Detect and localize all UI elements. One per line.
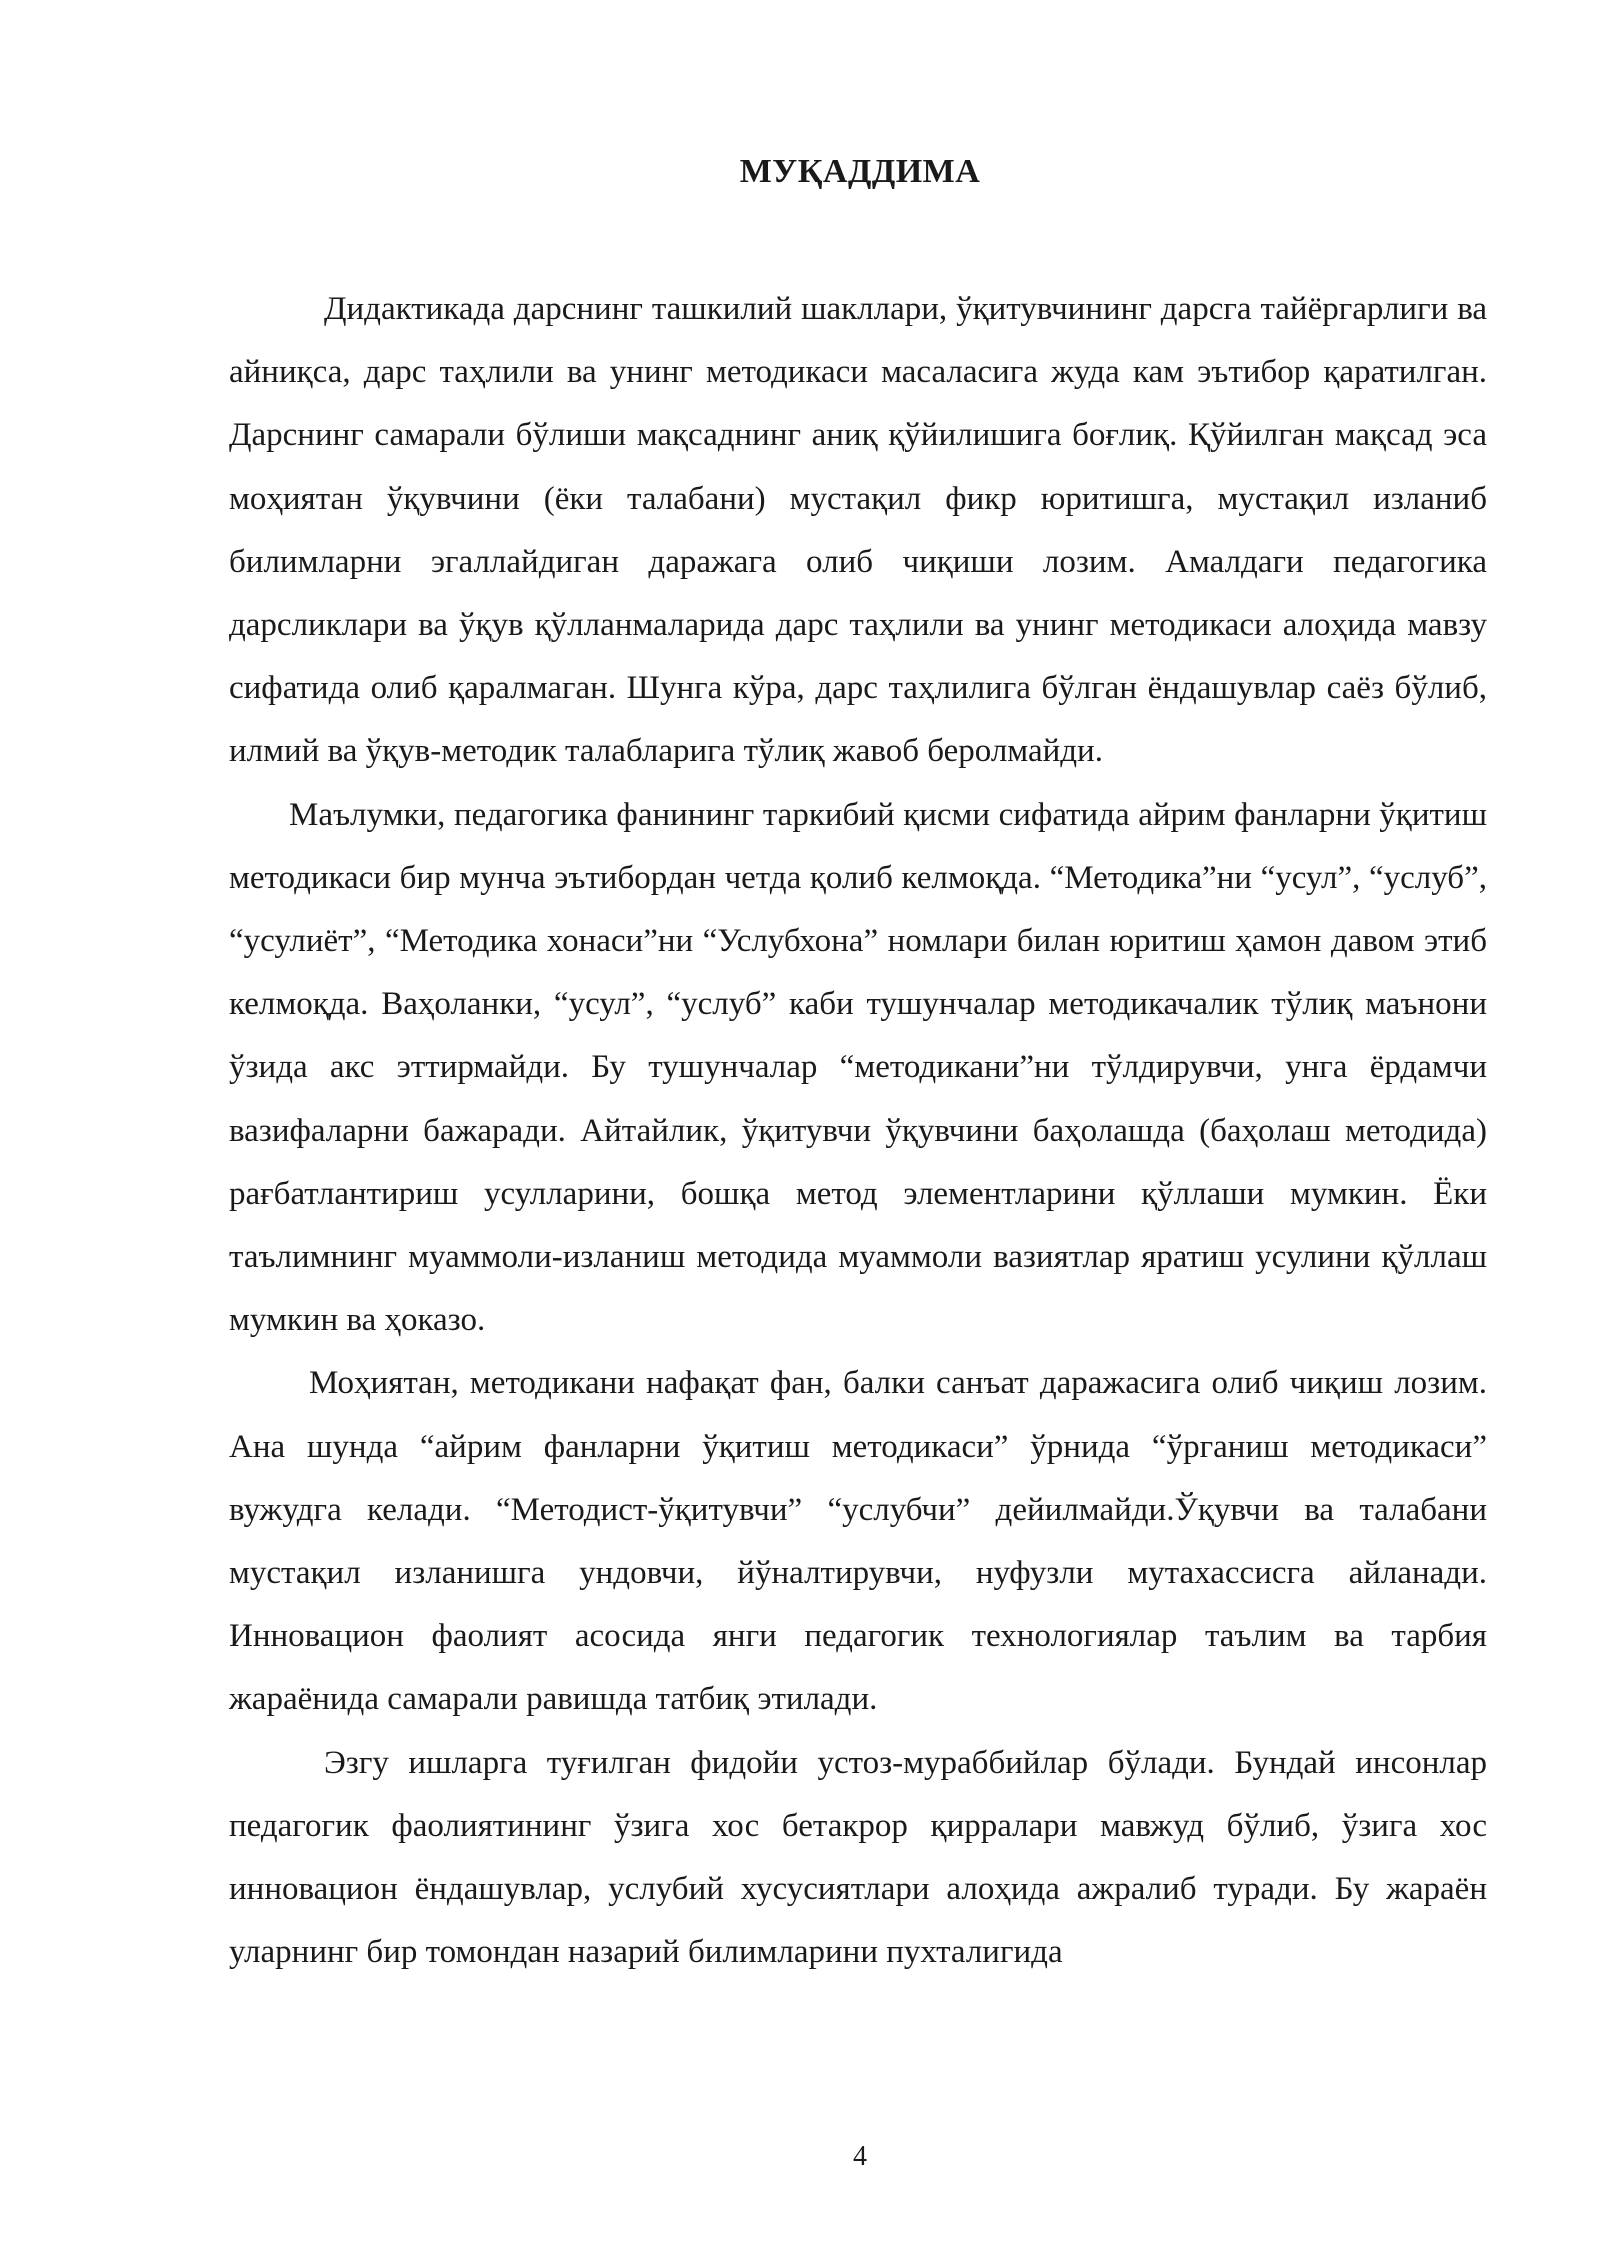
paragraph-1: Дидактикада дарснинг ташкилий шакллари, ўқитувчининг дарсга тайёргарлиги ва айниқса, дарс таҳлили ва унинг методикаси масаласига жуда кам эътибор қаратилган. Дарснинг самарали бўлиши мақсаднинг аниқ қўйилишига боғлиқ. Қўйилган мақсад эса моҳиятан ўқувчини (ёки талабани) мустақил фикр юритишга, мустақил изланиб билимларни эгаллайдиган даражага олиб чиқиши лозим. Амалдаги педагогика дарсликлари ва ўқув қўлланмаларида дарс таҳлили ва унинг методикаси алоҳида мавзу сифатида олиб қаралмаган. Шунга кўра, дарс таҳлилига бўлган ёндашувлар саёз бўлиб, илмий ва ўқув-методик талабларига тўлиқ жавоб беролмайди.	[229, 291, 1487, 770]
page-number: 4	[853, 2141, 867, 2172]
paragraph-3: Моҳиятан, методикани нафақат фан, балки санъат даражасига олиб чиқиш лозим. Ана шунда “айрим фанларни ўқитиш методикаси” ўрнида “ўрганиш методикаси” вужудга келади. “Методист-ўқитувчи” “услубчи” дейилмайди.Ўқувчи ва талабани мустақил изланишга ундовчи, йўналтирувчи, нуфузли мутахассисга айланади. Инновацион фаолият асосида янги педагогик технологиялар таълим ва тарбия жараёнида самарали равишда татбиқ этилади.	[229, 1365, 1487, 1718]
body-text	[229, 278, 1487, 1984]
page-title: МУҚАДДИМА	[739, 153, 981, 190]
paragraph-4: Эзгу ишларга туғилган фидойи устоз-мураббийлар бўлади. Бундай инсонлар педагогик фаолиятининг ўзига хос бетакрор қирралари мавжуд бўлиб, ўзига хос инновацион ёндашувлар, услубий хусусиятлари алоҳида ажралиб туради. Бу жараён уларнинг бир томондан назарий билимларини пухталигида	[229, 1744, 1487, 1971]
paragraph-2: Маълумки, педагогика фанининг таркибий қисми сифатида айрим фанларни ўқитиш методикаси бир мунча эътибордан четда қолиб келмоқда. “Методика”ни “усул”, “услуб”, “усулиёт”, “Методика хонаси”ни “Услубхона” номлари билан юритиш ҳамон давом этиб келмоқда. Ваҳоланки, “усул”, “услуб” каби тушунчалар методикачалик тўлиқ маънони ўзида акс эттирмайди. Бу тушунчалар “методикани”ни тўлдирувчи, унга ёрдамчи вазифаларни бажаради. Айтайлик, ўқитувчи ўқувчини баҳолашда (баҳолаш методида) рағбатлантириш усулларини, бошқа метод элементларини қўллаши мумкин. Ёки таълимнинг муаммоли-изланиш методида муаммоли вазиятлар яратиш усулини қўллаш мумкин ва ҳоказо.	[229, 796, 1487, 1339]
